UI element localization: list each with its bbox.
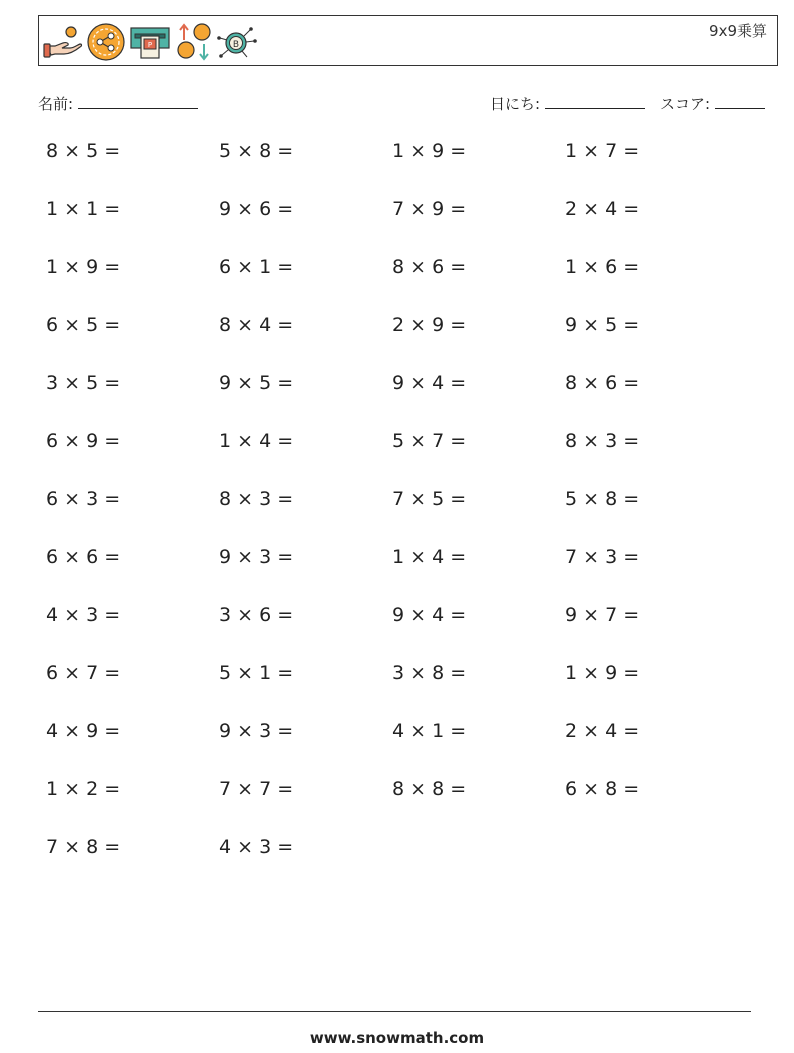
problem-item: 7 × 8 = (46, 836, 121, 858)
problem-item: 4 × 3 = (46, 604, 121, 626)
coin-exchange-icon (174, 22, 214, 62)
problem-item: 6 × 9 = (46, 430, 121, 452)
problem-item: 7 × 7 = (219, 778, 294, 800)
problem-item: 7 × 5 = (392, 488, 467, 510)
svg-text:P: P (147, 41, 153, 49)
problem-item: 2 × 9 = (392, 314, 467, 336)
problem-item: 8 × 3 = (565, 430, 640, 452)
problem-item: 9 × 4 = (392, 372, 467, 394)
problem-item: 6 × 7 = (46, 662, 121, 684)
problem-item: 6 × 3 = (46, 488, 121, 510)
problem-item: 5 × 8 = (219, 140, 294, 162)
date-field[interactable] (490, 93, 645, 114)
problem-item: 8 × 6 = (565, 372, 640, 394)
problem-item: 1 × 7 = (565, 140, 640, 162)
problem-item: 4 × 9 = (46, 720, 121, 742)
problem-item: 3 × 8 = (392, 662, 467, 684)
problem-item: 7 × 3 = (565, 546, 640, 568)
problem-item: 4 × 1 = (392, 720, 467, 742)
problem-item: 8 × 8 = (392, 778, 467, 800)
score-field[interactable] (660, 93, 765, 114)
name-label: 名前: (38, 95, 74, 113)
problem-item: 1 × 6 = (565, 256, 640, 278)
problem-item: 5 × 7 = (392, 430, 467, 452)
svg-text:B: B (232, 40, 240, 50)
footer-url: www.snowmath.com (309, 1029, 485, 1047)
problem-item: 7 × 9 = (392, 198, 467, 220)
problem-item: 9 × 4 = (392, 604, 467, 626)
problem-item: 5 × 8 = (565, 488, 640, 510)
problem-item: 1 × 9 = (46, 256, 121, 278)
problem-item: 1 × 9 = (392, 140, 467, 162)
problem-item: 3 × 6 = (219, 604, 294, 626)
problem-item: 9 × 7 = (565, 604, 640, 626)
problem-item: 9 × 5 = (565, 314, 640, 336)
problem-item: 1 × 4 = (219, 430, 294, 452)
problem-item: 1 × 2 = (46, 778, 121, 800)
name-field[interactable] (38, 93, 198, 114)
score-blank[interactable] (715, 96, 765, 109)
problem-item: 5 × 1 = (219, 662, 294, 684)
problem-item: 4 × 3 = (219, 836, 294, 858)
atm-cash-icon (129, 24, 171, 60)
footer-divider (38, 1011, 751, 1012)
problem-item: 8 × 5 = (46, 140, 121, 162)
problem-item: 8 × 6 = (392, 256, 467, 278)
problem-item: 9 × 3 = (219, 546, 294, 568)
problem-item: 2 × 4 = (565, 720, 640, 742)
problem-item: 8 × 3 = (219, 488, 294, 510)
problem-item: 9 × 3 = (219, 720, 294, 742)
problem-item: 1 × 9 = (565, 662, 640, 684)
problem-item: 1 × 1 = (46, 198, 121, 220)
problem-item: 3 × 5 = (46, 372, 121, 394)
problem-item: 9 × 5 = (219, 372, 294, 394)
hand-coin-icon (43, 24, 83, 60)
sheet-title: 9x9乗算 (709, 22, 767, 40)
header-box (38, 15, 778, 66)
problem-item: 8 × 4 = (219, 314, 294, 336)
bitcoin-network-icon (217, 22, 257, 62)
problem-item: 1 × 4 = (392, 546, 467, 568)
date-label: 日にち: (490, 95, 541, 113)
problem-item: 6 × 8 = (565, 778, 640, 800)
problem-item: 2 × 4 = (565, 198, 640, 220)
date-blank[interactable] (545, 96, 645, 109)
score-label: スコア: (660, 95, 711, 113)
problem-item: 6 × 6 = (46, 546, 121, 568)
icon-strip (43, 22, 257, 62)
problem-item: 9 × 6 = (219, 198, 294, 220)
name-blank[interactable] (78, 96, 198, 109)
problem-item: 6 × 1 = (219, 256, 294, 278)
problem-item: 6 × 5 = (46, 314, 121, 336)
share-coin-icon (86, 22, 126, 62)
